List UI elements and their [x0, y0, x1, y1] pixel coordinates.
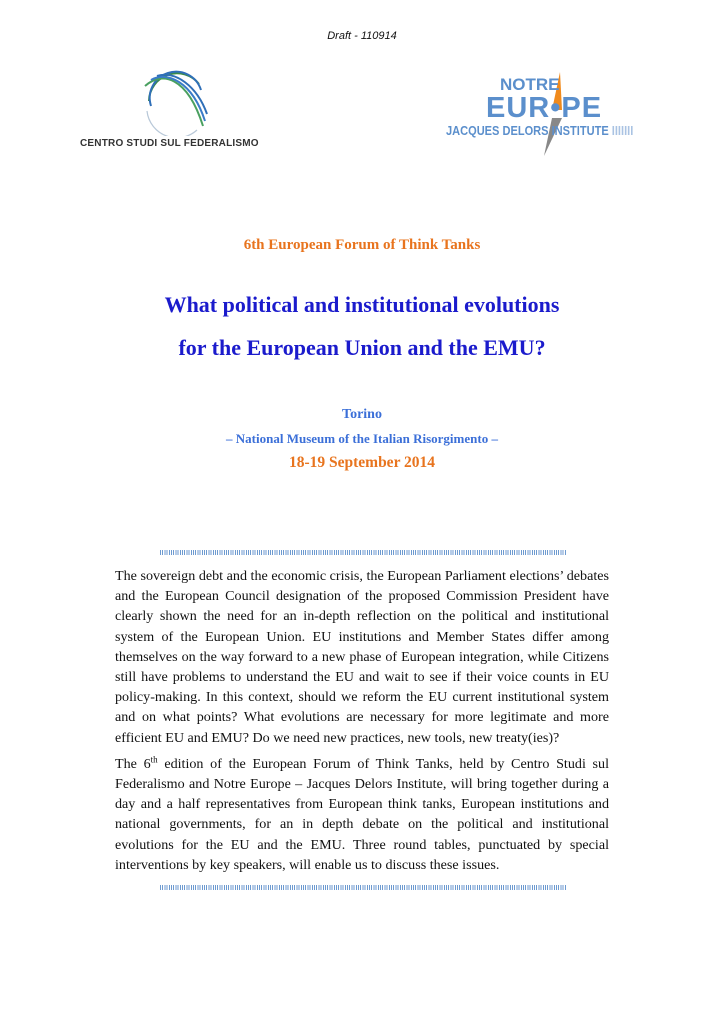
title-line-1: What political and institutional evolutions [164, 292, 560, 317]
notre-text: NOTRE [500, 75, 560, 94]
intro-paragraph: The sovereign debt and the economic crisis, the European Parliament elections’ debates and the European Council designation of the proposed Commission President have clearly shown the need for an in-depth reflection on the political and institutional system of the European Union. EU institutions and Member States differ among themselves on the way forward to a new phase of European integration, while Citizens still have problems to understand the EU and wait to see if their voice counts in EU policy-making. In this context, should we reform the EU current institutional system and on what points? What evolutions are necessary for more legitimate and more efficient EU and EMU? Do we need new practices, new tools, new treaty(ies)? [115, 568, 609, 746]
event-date: 18-19 September 2014 [288, 454, 436, 471]
decorative-bars: IIIIIII [611, 123, 634, 138]
centro-studi-logo [80, 66, 270, 156]
event-city: Torino [342, 407, 382, 422]
notre-europe-logo [440, 76, 680, 166]
jacques-delors-text [446, 123, 633, 138]
centro-studi-caption: CENTRO STUDI SUL FEDERALISMO [80, 138, 259, 149]
edition-paragraph [115, 754, 609, 875]
draft-label: Draft - 110914 [327, 30, 397, 42]
title-line-2: for the European Union and the EMU? [178, 335, 546, 360]
event-header [0, 236, 724, 472]
event-venue: – National Museum of the Italian Risorgimento – [226, 431, 498, 446]
divider-bottom [160, 885, 566, 890]
europe-text: EUR•PE [486, 92, 603, 124]
divider-top [160, 550, 566, 555]
ordinal-suffix: th [150, 754, 158, 765]
globe-arcs-icon [137, 66, 217, 136]
body-text [115, 550, 609, 890]
paragraph2-rest: edition of the European Forum of Think Tanks, held by Centro Studi sul Federalismo and Notre Europe – Jacques Delors Institute, will bring together during a day and a half representatives from European think tanks, European institutions and national governments, for an in depth debate on the political and institutional evolutions for the EU and the EMU. Three round tables, punctuated by special interventions by key speakers, will enable us to discuss these issues. [115, 755, 609, 873]
institute-text: JACQUES DELORS INSTITUTE [446, 123, 609, 138]
forum-name: 6th European Forum of Think Tanks [243, 237, 481, 253]
paragraph2-start: The 6 [115, 755, 151, 772]
